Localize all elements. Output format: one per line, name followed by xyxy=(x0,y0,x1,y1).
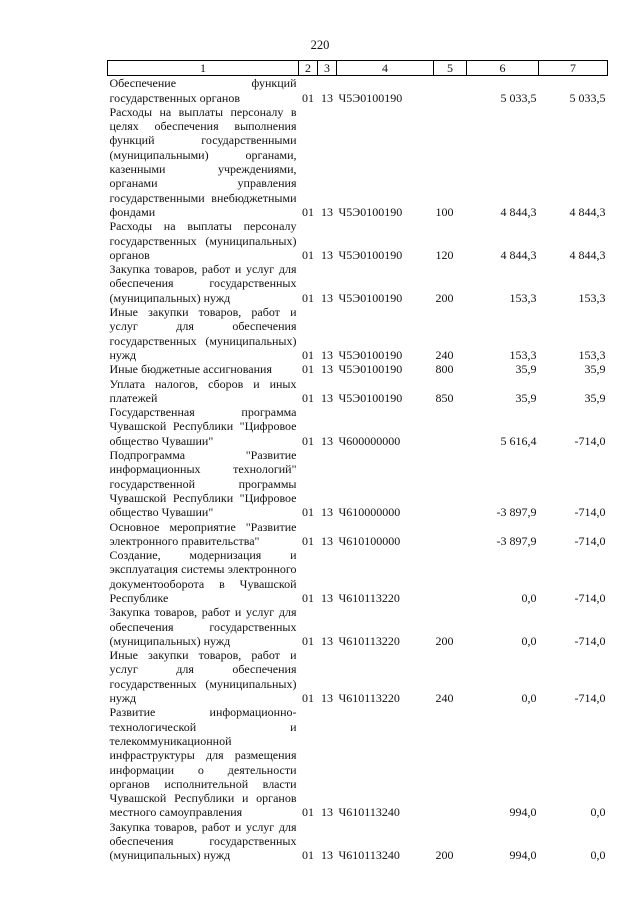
col-header: 1 xyxy=(108,61,299,76)
col-header: 7 xyxy=(539,61,608,76)
section-code: 01 xyxy=(302,247,314,262)
amount-col7: -714,0 xyxy=(574,505,606,520)
table-row xyxy=(108,448,608,519)
item-name: Подпрограмма "Развитие информационных технологий" государственной программы Чувашской Республики "Цифровое общество Чувашии" xyxy=(109,448,297,520)
table-row xyxy=(108,305,608,362)
item-name: Обеспечение функций государственных органов xyxy=(109,76,297,105)
amount-col6: 0,0 xyxy=(521,590,537,605)
expense-type-code: 120 xyxy=(435,247,454,262)
amount-col6: 4 844,3 xyxy=(500,247,537,262)
table-row xyxy=(108,548,608,605)
expense-type-code xyxy=(434,405,467,448)
col-header: 2 xyxy=(299,61,318,76)
section-code: 01 xyxy=(302,805,314,820)
table-row xyxy=(108,219,608,262)
header-row xyxy=(108,61,608,76)
target-article-code: Ч600000000 xyxy=(338,433,401,448)
amount-col6: 153,3 xyxy=(509,290,537,305)
amount-col7: 0,0 xyxy=(590,848,606,863)
section-code: 01 xyxy=(302,362,314,377)
section-code: 01 xyxy=(302,290,314,305)
table-row xyxy=(108,405,608,448)
subsection-code: 13 xyxy=(321,691,333,706)
item-name: Государственная программа Чувашской Республики "Цифровое общество Чувашии" xyxy=(109,405,297,448)
amount-col6: -3 897,9 xyxy=(496,533,537,548)
item-name: Закупка товаров, работ и услуг для обеспечения государственных (муниципальных) нужд xyxy=(109,605,297,648)
item-name: Закупка товаров, работ и услуг для обеспечения государственных (муниципальных) нужд xyxy=(109,819,297,863)
target-article-code: Ч5Э0100190 xyxy=(338,247,403,262)
item-name: Иные закупки товаров, работ и услуг для обеспечения государственных (муниципальных) нужд xyxy=(109,648,297,706)
subsection-code: 13 xyxy=(321,362,333,377)
section-code: 01 xyxy=(302,590,314,605)
subsection-code: 13 xyxy=(321,590,333,605)
amount-col6: 0,0 xyxy=(521,633,537,648)
expense-type-code xyxy=(434,548,467,605)
amount-col6: 35,9 xyxy=(515,362,537,377)
col-header: 6 xyxy=(467,61,539,76)
table-row xyxy=(108,76,608,105)
item-name: Основное мероприятие "Развитие электронного правительства" xyxy=(109,519,297,548)
subsection-code: 13 xyxy=(321,433,333,448)
subsection-code: 13 xyxy=(321,848,333,863)
amount-col6: 5 033,5 xyxy=(500,90,537,105)
amount-col7: -714,0 xyxy=(574,633,606,648)
section-code: 01 xyxy=(302,390,314,405)
subsection-code: 13 xyxy=(321,247,333,262)
item-name: Иные бюджетные ассигнования xyxy=(109,362,272,377)
table-row xyxy=(108,705,608,819)
amount-col7: -714,0 xyxy=(574,533,606,548)
target-article-code: Ч610113240 xyxy=(338,805,400,820)
amount-col6: 4 844,3 xyxy=(500,204,537,219)
subsection-code: 13 xyxy=(321,805,333,820)
amount-col6: 5 616,4 xyxy=(500,433,537,448)
target-article-code: Ч610113240 xyxy=(338,848,400,863)
section-code: 01 xyxy=(302,433,314,448)
subsection-code: 13 xyxy=(321,533,333,548)
budget-table xyxy=(107,60,608,863)
subsection-code: 13 xyxy=(321,390,333,405)
subsection-code: 13 xyxy=(321,633,333,648)
col-header: 3 xyxy=(318,61,337,76)
amount-col7: -714,0 xyxy=(574,433,606,448)
section-code: 01 xyxy=(302,204,314,219)
amount-col7: -714,0 xyxy=(574,590,606,605)
expense-type-code xyxy=(434,448,467,519)
amount-col7: 5 033,5 xyxy=(569,90,606,105)
amount-col7: 4 844,3 xyxy=(569,204,606,219)
expense-type-code: 200 xyxy=(435,848,454,863)
section-code: 01 xyxy=(302,848,314,863)
target-article-code: Ч5Э0100190 xyxy=(338,290,403,305)
subsection-code: 13 xyxy=(321,204,333,219)
section-code: 01 xyxy=(302,691,314,706)
expense-type-code xyxy=(434,705,467,819)
item-name: Расходы на выплаты персоналу в целях обеспечения выполнения функций государственными (муниципальными) органами, казенными учреждениями, органами управления государственными внебюджетными фондами xyxy=(109,104,297,219)
table-row xyxy=(108,105,608,219)
expense-type-code: 800 xyxy=(435,362,454,377)
amount-col6: 35,9 xyxy=(515,390,537,405)
amount-col7: 153,3 xyxy=(578,347,606,362)
amount-col7: 35,9 xyxy=(584,362,606,377)
item-name: Расходы на выплаты персоналу государственных (муниципальных) органов xyxy=(109,219,297,262)
expense-type-code: 850 xyxy=(435,390,454,405)
section-code: 01 xyxy=(302,533,314,548)
expense-type-code xyxy=(434,76,467,105)
subsection-code: 13 xyxy=(321,290,333,305)
col-header: 4 xyxy=(337,61,434,76)
item-name: Уплата налогов, сборов и иных платежей xyxy=(109,376,297,405)
amount-col6: 994,0 xyxy=(509,848,537,863)
item-name: Создание, модернизация и эксплуатация системы электронного документооборота в Чувашской Республике xyxy=(109,548,297,605)
section-code: 01 xyxy=(302,505,314,520)
target-article-code: Ч5Э0100190 xyxy=(338,347,403,362)
amount-col7: 153,3 xyxy=(578,290,606,305)
amount-col7: 35,9 xyxy=(584,390,606,405)
expense-type-code: 240 xyxy=(435,691,454,706)
section-code: 01 xyxy=(302,347,314,362)
table-row xyxy=(108,377,608,406)
expense-type-code: 200 xyxy=(435,290,454,305)
table-row xyxy=(108,605,608,648)
subsection-code: 13 xyxy=(321,505,333,520)
target-article-code: Ч5Э0100190 xyxy=(338,362,403,377)
amount-col6: 0,0 xyxy=(521,691,537,706)
expense-type-code: 200 xyxy=(435,633,454,648)
table-row xyxy=(108,362,608,376)
section-code: 01 xyxy=(302,90,314,105)
amount-col6: -3 897,9 xyxy=(496,505,537,520)
item-name: Развитие информационно-технологической и телекоммуникационной инфраструктуры для размещения информации о деятельности органов исполнительной власти Чувашской Республики и органов местного самоуправления xyxy=(109,705,297,820)
target-article-code: Ч5Э0100190 xyxy=(338,204,403,219)
target-article-code: Ч610113220 xyxy=(338,633,400,648)
amount-col6: 153,3 xyxy=(509,347,537,362)
subsection-code: 13 xyxy=(321,347,333,362)
item-name: Закупка товаров, работ и услуг для обеспечения государственных (муниципальных) нужд xyxy=(109,262,297,305)
target-article-code: Ч5Э0100190 xyxy=(338,390,403,405)
table-row xyxy=(108,262,608,305)
target-article-code: Ч610100000 xyxy=(338,533,401,548)
target-article-code: Ч610113220 xyxy=(338,590,400,605)
table-row xyxy=(108,820,608,863)
table-row xyxy=(108,520,608,549)
expense-type-code xyxy=(434,520,467,549)
amount-col7: -714,0 xyxy=(574,691,606,706)
section-code: 01 xyxy=(302,633,314,648)
expense-type-code: 240 xyxy=(435,347,454,362)
amount-col7: 0,0 xyxy=(590,805,606,820)
target-article-code: Ч5Э0100190 xyxy=(338,90,403,105)
amount-col7: 4 844,3 xyxy=(569,247,606,262)
page-number: 220 xyxy=(310,38,330,52)
table-row xyxy=(108,648,608,705)
expense-type-code: 100 xyxy=(435,204,454,219)
target-article-code: Ч610113220 xyxy=(338,691,400,706)
item-name: Иные закупки товаров, работ и услуг для обеспечения государственных (муниципальных) нужд xyxy=(109,305,297,362)
subsection-code: 13 xyxy=(321,90,333,105)
amount-col6: 994,0 xyxy=(509,805,537,820)
target-article-code: Ч610000000 xyxy=(338,505,401,520)
col-header: 5 xyxy=(434,61,467,76)
